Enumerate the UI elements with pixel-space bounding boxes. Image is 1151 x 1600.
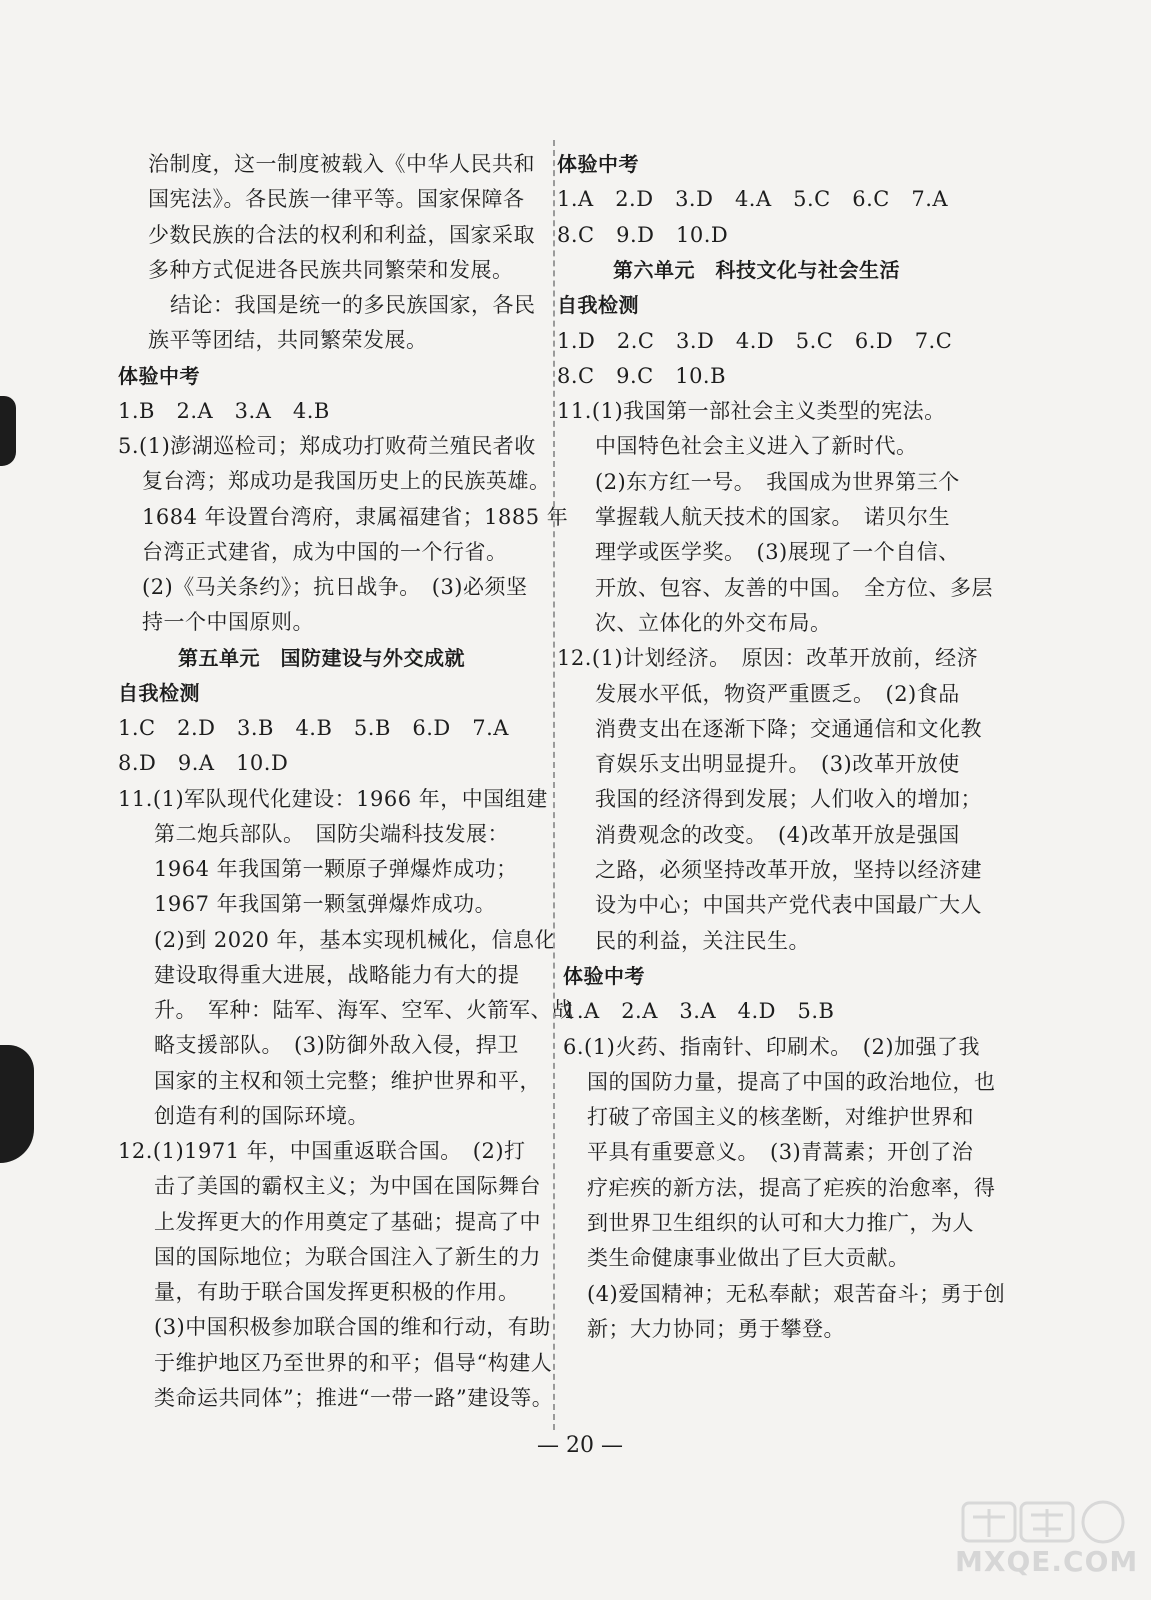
answer-line: 国的国际地位；为联合国注入了新生的力 xyxy=(154,1244,541,1269)
answer-line: 略支援部队。 (3)防御外敌入侵，捍卫 xyxy=(154,1033,519,1058)
answer-line: 之路，必须坚持改革开放，坚持以经济建 xyxy=(595,858,982,882)
answer-line: 类命运共同体”；推进“一带一路”建设等。 xyxy=(154,1385,554,1410)
answer-line: 理学或医学奖。 (3)展现了一个自信、 xyxy=(595,540,960,565)
answer-line: 族平等团结，共同繁荣发展。 xyxy=(148,328,428,353)
section-heading: 第五单元 国防建设与外交成就 xyxy=(178,645,465,670)
answer-line: 掌握载人航天技术的国家。 诺贝尔生 xyxy=(595,505,950,529)
page-number: — 20 — xyxy=(537,1433,623,1458)
answer-line: 开放、包容、友善的中国。 全方位、多层 xyxy=(595,575,993,600)
watermark-seal-icon xyxy=(955,1497,1135,1547)
answer-line: 量，有助于联合国发挥更积极的作用。 xyxy=(154,1280,520,1304)
answer-line: 治制度，这一制度被载入《中华人民共和 xyxy=(148,152,535,176)
answer-line: 上发挥更大的作用奠定了基础；提高了中 xyxy=(154,1209,541,1234)
answer-line: 次、立体化的外交布局。 xyxy=(595,610,832,635)
answer-line: 复台湾；郑成功是我国历史上的民族英雄。 xyxy=(142,469,551,494)
answer-line: 1.D 2.C 3.D 4.D 5.C 6.D 7.C xyxy=(557,328,953,353)
answer-line: (2)《马关条约》；抗日战争。 (3)必须坚 xyxy=(142,575,528,599)
answer-line: 少数民族的合法的权利和利益，国家采取 xyxy=(148,222,535,247)
answer-line: 中国特色社会主义进入了新时代。 xyxy=(595,434,918,459)
answer-line: 1.C 2.D 3.B 4.B 5.B 6.D 7.A xyxy=(118,716,509,740)
answer-line: 1.A 2.D 3.D 4.A 5.C 6.C 7.A xyxy=(557,187,949,212)
watermark-logo xyxy=(955,1497,1139,1587)
answer-line: 类生命健康事业做出了巨大贡献。 xyxy=(587,1246,910,1271)
answer-line: 11.(1)军队现代化建设：1966 年，中国组建 xyxy=(118,786,548,811)
scan-shadow-bottom xyxy=(0,1045,34,1163)
answer-line: 1964 年我国第一颗原子弹爆炸成功； xyxy=(154,857,518,881)
answer-line: 打破了帝国主义的核垄断，对维护世界和 xyxy=(587,1105,974,1130)
answer-line: 5.(1)澎湖巡检司；郑成功打败荷兰殖民者收 xyxy=(118,434,536,458)
answer-line: 1.A 2.A 3.A 4.D 5.B xyxy=(563,999,835,1024)
answer-line: 升。 军种：陆军、海军、空军、火箭军、战 xyxy=(154,998,574,1022)
answer-line: (2)到 2020 年，基本实现机械化，信息化 xyxy=(154,927,557,952)
section-heading: 自我检测 xyxy=(557,293,639,318)
answer-line: 多种方式促进各民族共同繁荣和发展。 xyxy=(148,257,514,282)
answer-line: 结论：我国是统一的多民族国家，各民 xyxy=(170,293,536,317)
section-heading: 体验中考 xyxy=(563,963,645,988)
answer-line: 设为中心；中国共产党代表中国最广大人 xyxy=(595,893,982,918)
section-heading: 自我检测 xyxy=(118,680,200,705)
watermark-text: MXQE.COM xyxy=(955,1545,1139,1578)
answer-line: 8.C 9.C 10.B xyxy=(557,363,727,388)
answer-line: 11.(1)我国第一部社会主义类型的宪法。 xyxy=(557,399,946,424)
scan-shadow-top xyxy=(0,396,16,466)
answer-line: 国宪法》。各民族一律平等。国家保障各 xyxy=(148,187,525,212)
answer-line: 12.(1)计划经济。 原因：改革开放前，经济 xyxy=(557,646,979,671)
answer-line: 国家的主权和领土完整；维护世界和平， xyxy=(154,1068,541,1093)
section-heading: 体验中考 xyxy=(557,152,639,176)
answer-line: 消费观念的改变。 (4)改革开放是强国 xyxy=(595,822,960,847)
section-heading: 第六单元 科技文化与社会生活 xyxy=(613,257,900,282)
answer-line: 1967 年我国第一颗氢弹爆炸成功。 xyxy=(154,892,497,917)
answer-line: 新；大力协同；勇于攀登。 xyxy=(587,1316,845,1341)
answer-line: 第二炮兵部队。 国防尖端科技发展： xyxy=(154,821,509,846)
answer-line: 平具有重要意义。 (3)青蒿素；开创了治 xyxy=(587,1140,974,1165)
answer-line: 1684 年设置台湾府，隶属福建省；1885 年 xyxy=(142,504,569,529)
answer-line: 1.B 2.A 3.A 4.B xyxy=(118,398,330,423)
answer-line: 12.(1)1971 年，中国重返联合国。 (2)打 xyxy=(118,1139,526,1163)
answer-line: 消费支出在逐渐下降；交通通信和文化教 xyxy=(595,716,982,741)
answer-line: 国的国防力量，提高了中国的政治地位，也 xyxy=(587,1069,996,1094)
answer-line: (4)爱国精神；无私奉献；艰苦奋斗；勇于创 xyxy=(587,1281,1006,1306)
answer-line: 8.D 9.A 10.D xyxy=(118,751,289,776)
answer-line: 发展水平低，物资严重匮乏。 (2)食品 xyxy=(595,681,960,706)
answer-line: 疗疟疾的新方法，提高了疟疾的治愈率，得 xyxy=(587,1175,996,1200)
answer-line: 育娱乐支出明显提升。 (3)改革开放使 xyxy=(595,752,960,777)
answer-line: 持一个中国原则。 xyxy=(142,610,314,635)
answer-line: 建设取得重大进展，战略能力有大的提 xyxy=(154,962,520,987)
answer-line: 到世界卫生组织的认可和大力推广，为人 xyxy=(587,1211,974,1235)
answer-line: 创造有利的国际环境。 xyxy=(154,1103,369,1128)
section-heading: 体验中考 xyxy=(118,363,200,388)
answer-line: 6.(1)火药、指南针、印刷术。 (2)加强了我 xyxy=(563,1034,981,1059)
answer-line: 民的利益，关注民生。 xyxy=(595,928,810,953)
answer-line: 台湾正式建省，成为中国的一个行省。 xyxy=(142,539,508,564)
column-divider xyxy=(553,140,555,1430)
answer-line: (3)中国积极参加联合国的维和行动，有助 xyxy=(154,1315,551,1340)
answer-line: (2)东方红一号。 我国成为世界第三个 xyxy=(595,469,960,494)
answer-line: 击了美国的霸权主义；为中国在国际舞台 xyxy=(154,1174,541,1199)
answer-line: 我国的经济得到发展；人们收入的增加； xyxy=(595,787,982,812)
answer-line: 于维护地区乃至世界的和平；倡导“构建人 xyxy=(154,1350,553,1375)
answer-line: 8.C 9.D 10.D xyxy=(557,222,729,247)
